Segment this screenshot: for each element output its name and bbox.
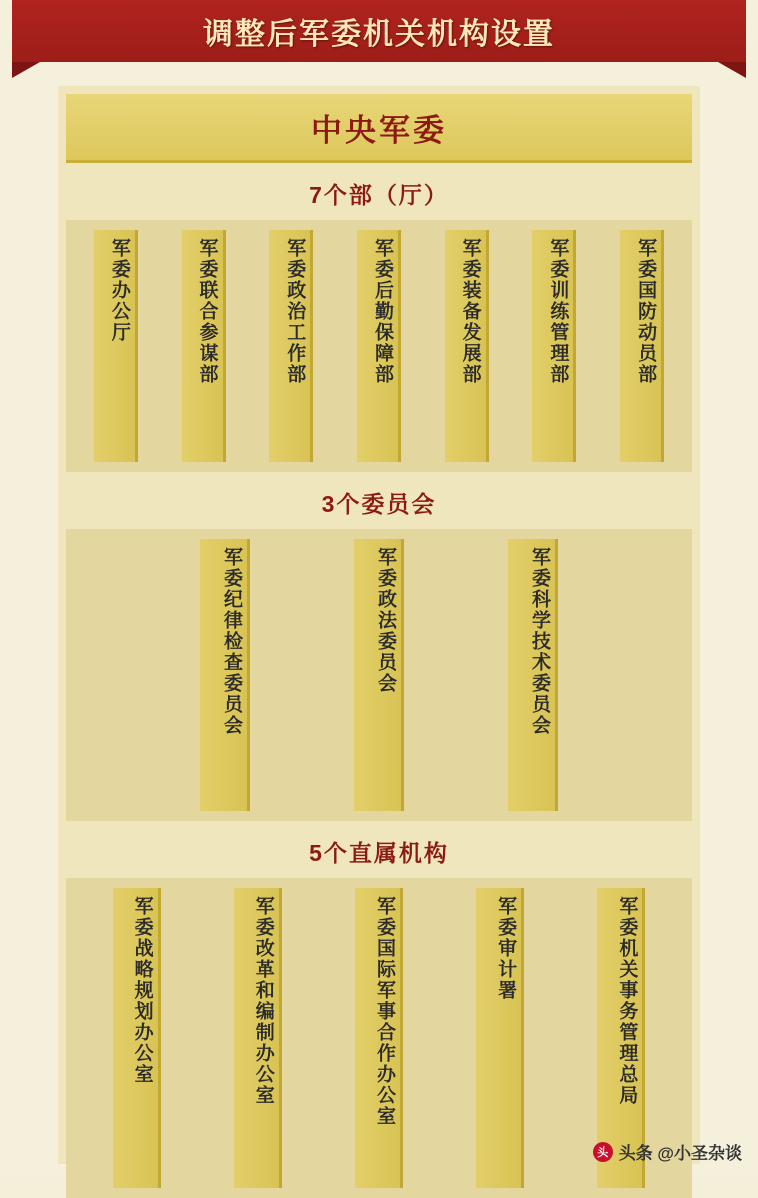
page-title: 调整后军委机关机构设置 [203,18,555,51]
node-department: 军委装备发展部 [445,230,489,462]
node-department: 军委后勤保障部 [357,230,401,462]
banner-tail-right-icon [718,62,746,78]
watermark-text: 头条 @小圣杂谈 [618,1144,742,1163]
node-department: 军委办公厅 [94,230,138,462]
node-department: 军委国防动员部 [620,230,664,462]
watermark [593,1139,742,1164]
section-title-committees: 3个委员会 [321,491,437,517]
group-departments [66,220,692,472]
org-chart-panel [58,86,700,1164]
section-title-organs: 5个直属机构 [309,840,449,866]
node-organ: 军委机关事务管理总局 [597,888,645,1188]
node-department: 军委联合参谋部 [182,230,226,462]
group-committees [66,529,692,821]
banner-tail-left-icon [12,62,40,78]
toutiao-logo-icon: 头 [593,1142,613,1162]
node-organ: 军委审计署 [476,888,524,1188]
node-committee: 军委纪律检查委员会 [200,539,250,811]
node-department: 军委政治工作部 [269,230,313,462]
node-committee: 军委科学技术委员会 [508,539,558,811]
banner [0,0,758,78]
root-node: 中央军委 [66,94,692,163]
node-department: 军委训练管理部 [532,230,576,462]
node-committee: 军委政法委员会 [354,539,404,811]
section-title-departments: 7个部（厅） [309,182,449,208]
node-organ: 军委国际军事合作办公室 [355,888,403,1188]
node-organ: 军委改革和编制办公室 [234,888,282,1188]
node-organ: 军委战略规划办公室 [113,888,161,1188]
